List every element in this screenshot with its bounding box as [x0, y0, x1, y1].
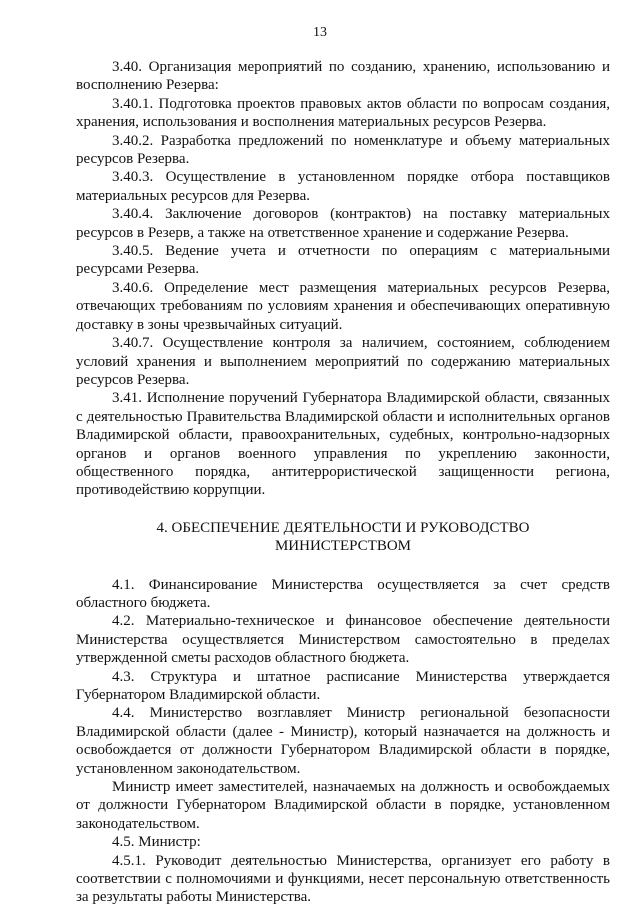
section-4-heading — [76, 519, 610, 556]
paragraph-deputies: Министр имеет заместителей, назначаемых на должность и освобождаемых от должности Губернатором Владимирской области в порядке, установленном законодательством. — [76, 779, 610, 832]
paragraph-3-40-2: 3.40.2. Разработка предложений по номенклатуре и объему материальных ресурсов Резерва. — [76, 132, 610, 168]
paragraph-4-2: 4.2. Материально-техническое и финансовое обеспечение деятельности Министерства осуществляется Министерством самостоятельно в пределах утвержденной сметы расходов областного бюджета. — [76, 613, 610, 667]
paragraph-4-5: 4.5. Министр: — [112, 834, 201, 851]
paragraph-3-40-1: 3.40.1. Подготовка проектов правовых актов области по вопросам создания, хранения, использования и восполнения материальных ресурсов Резерва. — [76, 95, 610, 131]
paragraph-3-40-4: 3.40.4. Заключение договоров (контрактов) на поставку материальных ресурсов в Резерв, а также на ответственное хранение и содержание Резерва. — [76, 206, 610, 241]
paragraph-3-40-7: 3.40.7. Осуществление контроля за наличием, состоянием, соблюдением условий хранения и выполнением мероприятий по содержанию материальных ресурсов Резерва. — [76, 335, 610, 388]
paragraph-4-3: 4.3. Структура и штатное расписание Министерства утверждается Губернатором Владимирской области. — [76, 668, 610, 703]
page-number: 13 — [313, 25, 327, 40]
paragraph-4-4: 4.4. Министерство возглавляет Министр региональной безопасности Владимирской области (далее - Министр), который назначается на должность и освобождается от должности Губернатором Владимирской области в порядке, установленном законодательством. — [76, 705, 610, 777]
paragraph-3-40: 3.40. Организация мероприятий по созданию, хранению, использованию и восполнению Резерва: — [76, 59, 610, 94]
section-4-heading-line-1: 4. ОБЕСПЕЧЕНИЕ ДЕЯТЕЛЬНОСТИ И РУКОВОДСТВО — [156, 519, 530, 536]
paragraph-3-41: 3.41. Исполнение поручений Губернатора Владимирской области, связанных с деятельностью Правительства Владимирской области и исполнительных органов Владимирской области, правоохранительных, судебных, контрольно-надзорных органов и органов военного управления по укреплению законности, общественного порядка, антитеррористической защищенности региона, противодействию коррупции. — [76, 390, 610, 499]
paragraph-3-40-3: 3.40.3. Осуществление в установленном порядке отбора поставщиков материальных ресурсов для Резерва. — [76, 169, 610, 204]
document-body — [76, 58, 610, 907]
paragraph-3-40-5: 3.40.5. Ведение учета и отчетности по операциям с материальными ресурсами Резерва. — [76, 243, 610, 278]
paragraph-3-40-6: 3.40.6. Определение мест размещения материальных ресурсов Резерва, отвечающих требованиям по условиям хранения и обеспечивающих оперативную доставку в зоны чрезвычайных ситуаций. — [76, 279, 610, 333]
paragraph-4-5-1: 4.5.1. Руководит деятельностью Министерства, организует его работу в соответствии с полномочиями и функциями, несет персональную ответственность за результаты работы Министерства. — [76, 852, 610, 906]
paragraph-4-1: 4.1. Финансирование Министерства осуществляется за счет средств областного бюджета. — [76, 576, 610, 611]
section-4-heading-line-2: МИНИСТЕРСТВОМ — [274, 538, 412, 555]
